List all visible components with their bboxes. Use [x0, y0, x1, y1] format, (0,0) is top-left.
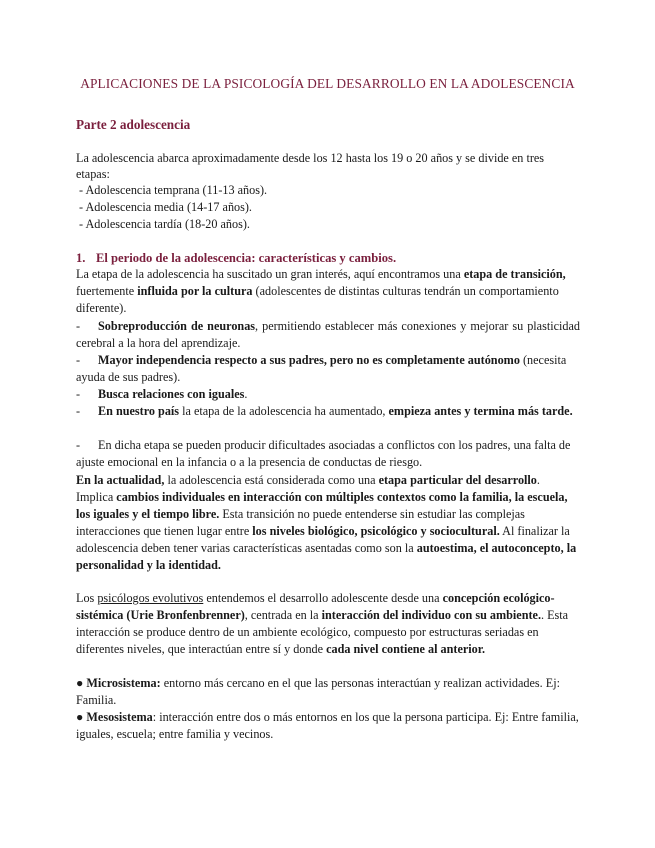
stage-item-late: - Adolescencia tardía (18-20 años). [76, 217, 250, 231]
bullet-dot-icon: ● [76, 710, 84, 724]
bullet-neurons: - Sobreproducción de neuronas, permitiendo establecer más conexiones y mejorar su plasticidad cerebral a la hora del aprendizaje. [76, 319, 580, 350]
item-microsystem: ● Microsistema: entorno más cercano en el que las personas interactúan y realizan actividades. Ej: Familia. [76, 676, 560, 707]
intro-line-2: etapas: [76, 167, 110, 181]
intro-line-1: La adolescencia abarca aproximadamente desde los 12 hasta los 19 o 20 años y se divide en tres [76, 151, 545, 165]
bullet-difficulties: - En dicha etapa se pueden producir dificultades asociadas a conflictos con los padres, una falta de ajuste emocional en la infancia o a la presencia de conductas de riesgo. [76, 438, 571, 469]
bullet-peers: - Busca relaciones con iguales. [76, 387, 248, 401]
psychologists-link[interactable]: psicólogos evolutivos [97, 591, 204, 605]
stage-item-middle: - Adolescencia media (14-17 años). [76, 200, 252, 214]
document-title: APLICACIONES DE LA PSICOLOGÍA DEL DESARROLLO EN LA ADOLESCENCIA [80, 76, 575, 91]
bold-culture: influida por la cultura [137, 283, 253, 298]
bullet-independence: - Mayor independencia respecto a sus padres, pero no es completamente autónomo (necesita ayuda de sus padres). [76, 353, 567, 384]
section-subtitle: Parte 2 adolescencia [76, 117, 191, 132]
item-mesosystem: ● Mesosistema: interacción entre dos o más entornos en los que la persona participa. Ej: Entre familia, iguales, escuela; entre familia y vecinos. [76, 710, 579, 741]
bullet-dot-icon: ● [76, 676, 84, 690]
stage-item-early: - Adolescencia temprana (11-13 años). [76, 183, 268, 197]
paragraph-ecological: Los psicólogos evolutivos entendemos el desarrollo adolescente desde una concepción ecológico-sistémica (Urie Bronfenbrenner), centrada en la interacción del individuo con su ambiente.. Esta interacción se produce dentro de un ambiente ecológico, compuesto por estructuras seriadas en diferentes niveles, que interactúan entre sí y donde cada nivel contiene al anterior. [76, 591, 569, 656]
paragraph-transition: La etapa de la adolescencia ha suscitado un gran interés, aquí encontramos una etapa de transición, fuertemente influida por la cultura (adolescentes de distintas culturas tendrán un comportamiento diferente). [76, 267, 566, 315]
section-1-heading [76, 251, 396, 266]
section-1-title: El periodo de la adolescencia: características y cambios. [96, 251, 397, 265]
paragraph-current: En la actualidad, la adolescencia está considerada como una etapa particular del desarrollo. Implica cambios individuales en interacción con múltiples contextos como la familia, la escuela, los iguales y el tiempo libre. Esta transición no puede entenderse sin estudiar las complejas interacciones que tienen lugar entre los niveles biológico, psicológico y sociocultural. Al finalizar la adolescencia deben tener varias características asentadas como son la autoestima, el autoconcepto, la personalidad y la identidad. [76, 473, 577, 572]
bullet-country: - En nuestro país la etapa de la adolescencia ha aumentado, empieza antes y termina más tarde. [76, 404, 573, 418]
section-1-number: 1. [76, 251, 86, 265]
bold-transition: etapa de transición, [463, 267, 566, 281]
